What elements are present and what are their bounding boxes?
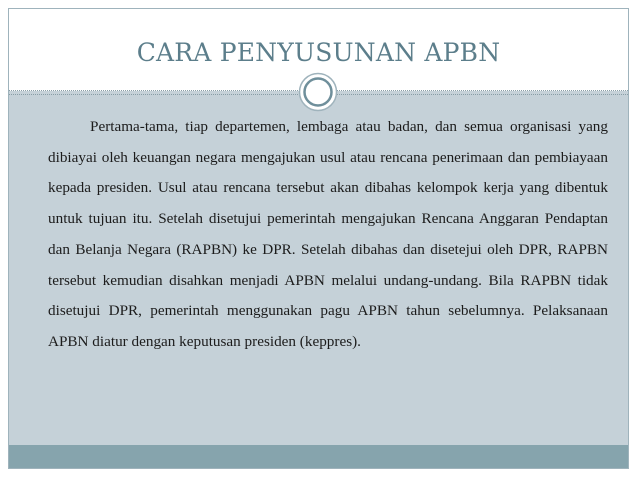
slide-title: CARA PENYUSUNAN APBN [136,38,501,67]
circle-ornament-icon [298,72,338,112]
body-paragraph: Pertama-tama, tiap departemen, lembaga atau badan, dan semua organisasi yang dibiayai oleh keuangan negara mengajukan usul atau rencana penerimaan dan pembiayaan kepada presiden. Usul atau rencana tersebut akan dibahas kelompok kerja yang dibentuk untuk tujuan itu. Setelah disetujui pemerintah mengajukan Rencana Anggaran Pendaptan dan Belanja Negara (RAPBN) ke DPR. Setelah dibahas dan disetejui oleh DPR, RAPBN tersebut kemudian disahkan menjadi APBN melalui undang-undang. Bila RAPBN tidak disetujui DPR, pemerintah menggunakan pagu APBN tahun sebelumnya. Pelaksanaan APBN diatur dengan keputusan presiden (keppres). [48,118,608,350]
footer-band [9,445,628,468]
